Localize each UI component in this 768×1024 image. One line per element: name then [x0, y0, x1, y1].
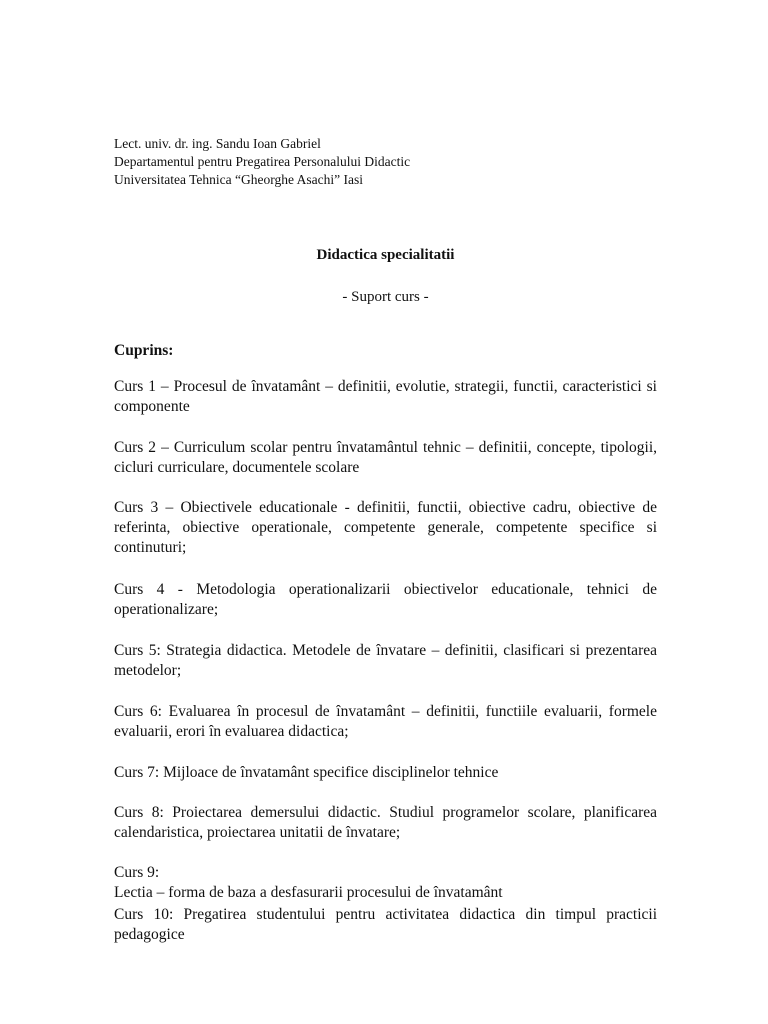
course-item-1: Curs 1 – Procesul de învatamânt – definitii, evolutie, strategii, functii, caracteristici si componente	[114, 378, 657, 415]
author-department: Departamentul pentru Pregatirea Personalului Didactic	[114, 154, 411, 169]
contents-heading: Cuprins:	[114, 342, 174, 359]
course-item-9-text: Lectia – forma de baza a desfasurarii procesului de învatamânt	[114, 884, 503, 901]
document-title: Didactica specialitatii	[316, 247, 455, 263]
course-item-8: Curs 8: Proiectarea demersului didactic. Studiul programelor scolare, planificarea calendaristica, proiectarea unitatii de învatare;	[114, 804, 657, 841]
course-item-2: Curs 2 – Curriculum scolar pentru învatamântul tehnic – definitii, concepte, tipologii, cicluri curriculare, documentele scolare	[114, 439, 657, 476]
author-university: Universitatea Tehnica “Gheorghe Asachi” Iasi	[114, 172, 363, 187]
course-item-9	[114, 863, 657, 903]
course-item-10: Curs 10: Pregatirea studentului pentru activitatea didactica din timpul practicii pedagogice	[114, 906, 657, 943]
course-item-9-label: Curs 9:	[114, 864, 160, 881]
author-block	[114, 135, 657, 189]
course-item-4: Curs 4 - Metodologia operationalizarii obiectivelor educationale, tehnici de operationalizare;	[114, 581, 657, 618]
author-name: Lect. univ. dr. ing. Sandu Ioan Gabriel	[114, 136, 321, 151]
document-subtitle: - Suport curs -	[342, 289, 429, 305]
course-item-7: Curs 7: Mijloace de învatamânt specifice disciplinelor tehnice	[114, 764, 499, 781]
course-item-3: Curs 3 – Obiectivele educationale - definitii, functii, obiective cadru, obiective de referinta, obiective operationale, competente generale, competente specifice si continuturi;	[114, 499, 657, 556]
course-item-5: Curs 5: Strategia didactica. Metodele de învatare – definitii, clasificari si prezentarea metodelor;	[114, 642, 657, 679]
course-item-6: Curs 6: Evaluarea în procesul de învatamânt – definitii, functiile evaluarii, formele evaluarii, erori în evaluarea didactica;	[114, 703, 657, 740]
